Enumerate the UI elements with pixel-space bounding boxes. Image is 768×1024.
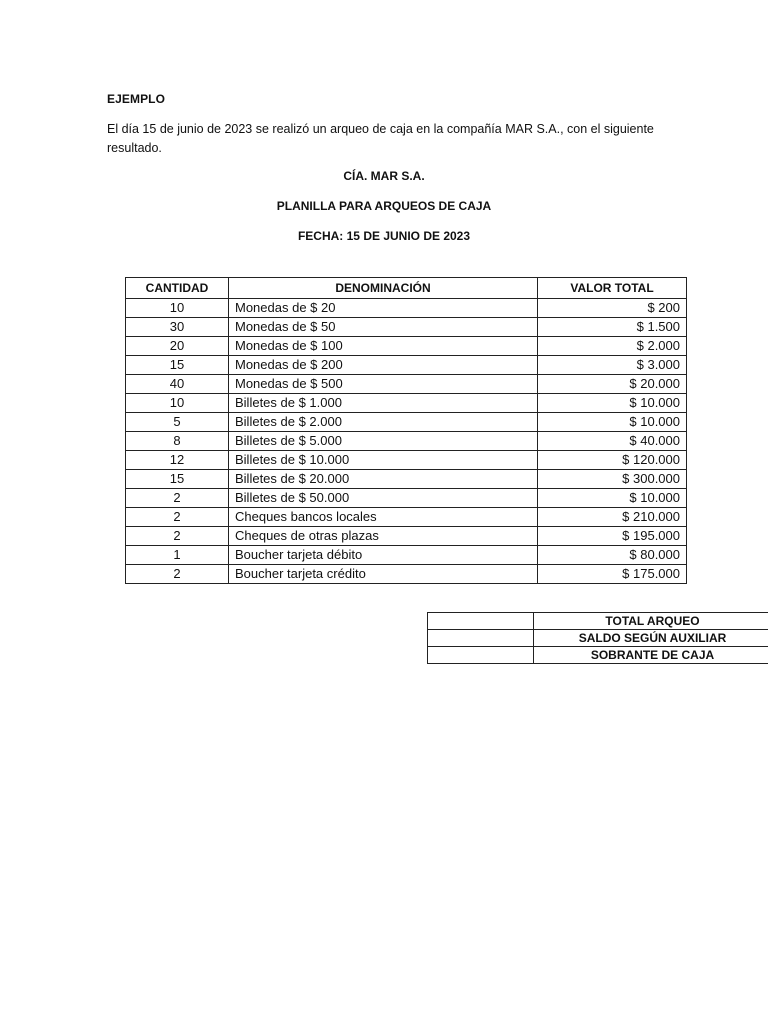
total-value-cell: $ 20.000 [538, 375, 687, 394]
denomination-cell: Boucher tarjeta crédito [229, 565, 538, 584]
denomination-cell: Monedas de $ 200 [229, 356, 538, 375]
table-row [126, 451, 687, 470]
total-value-cell: $ 300.000 [538, 470, 687, 489]
summary-label-cell: SALDO SEGÚN AUXILIAR [534, 630, 768, 647]
total-value-cell: $ 10.000 [538, 394, 687, 413]
table-row [126, 299, 687, 318]
table-row [126, 356, 687, 375]
table-row [126, 413, 687, 432]
quantity-cell: 2 [126, 489, 229, 508]
denomination-cell: Monedas de $ 100 [229, 337, 538, 356]
table-row [126, 527, 687, 546]
table-row [126, 508, 687, 527]
total-value-cell: $ 3.000 [538, 356, 687, 375]
summary-value-cell [428, 647, 534, 664]
denomination-cell: Billetes de $ 50.000 [229, 489, 538, 508]
summary-label-cell: SOBRANTE DE CAJA [534, 647, 768, 664]
quantity-cell: 15 [126, 470, 229, 489]
quantity-cell: 10 [126, 394, 229, 413]
quantity-cell: 5 [126, 413, 229, 432]
total-value-cell: $ 2.000 [538, 337, 687, 356]
total-value-cell: $ 10.000 [538, 489, 687, 508]
quantity-cell: 2 [126, 508, 229, 527]
quantity-cell: 2 [126, 527, 229, 546]
quantity-cell: 40 [126, 375, 229, 394]
total-value-cell: $ 120.000 [538, 451, 687, 470]
total-value-cell: $ 10.000 [538, 413, 687, 432]
quantity-cell: 20 [126, 337, 229, 356]
column-header-total-value: VALOR TOTAL [538, 278, 687, 299]
total-value-cell: $ 200 [538, 299, 687, 318]
summary-row [428, 613, 768, 630]
sheet-title: PLANILLA PARA ARQUEOS DE CAJA [276, 199, 492, 213]
denomination-cell: Monedas de $ 500 [229, 375, 538, 394]
table-header-row [126, 278, 687, 299]
example-heading: EJEMPLO [107, 92, 166, 106]
denomination-cell: Cheques bancos locales [229, 508, 538, 527]
denomination-cell: Billetes de $ 10.000 [229, 451, 538, 470]
table-row [126, 546, 687, 565]
quantity-cell: 15 [126, 356, 229, 375]
table-row [126, 432, 687, 451]
total-value-cell: $ 40.000 [538, 432, 687, 451]
table-row [126, 318, 687, 337]
quantity-cell: 30 [126, 318, 229, 337]
table-row [126, 489, 687, 508]
summary-value-cell [428, 630, 534, 647]
table-row [126, 375, 687, 394]
column-header-quantity: CANTIDAD [126, 278, 229, 299]
quantity-cell: 10 [126, 299, 229, 318]
summary-table [427, 612, 768, 664]
quantity-cell: 2 [126, 565, 229, 584]
date-line: FECHA: 15 DE JUNIO DE 2023 [297, 229, 471, 243]
total-value-cell: $ 1.500 [538, 318, 687, 337]
total-value-cell: $ 80.000 [538, 546, 687, 565]
summary-body [428, 613, 768, 664]
company-name: CÍA. MAR S.A. [343, 169, 425, 183]
table-row [126, 337, 687, 356]
denomination-cell: Boucher tarjeta débito [229, 546, 538, 565]
quantity-cell: 8 [126, 432, 229, 451]
quantity-cell: 12 [126, 451, 229, 470]
column-header-denomination: DENOMINACIÓN [229, 278, 538, 299]
table-row [126, 394, 687, 413]
total-value-cell: $ 195.000 [538, 527, 687, 546]
quantity-cell: 1 [126, 546, 229, 565]
denomination-cell: Monedas de $ 20 [229, 299, 538, 318]
summary-label-cell: TOTAL ARQUEO [534, 613, 768, 630]
intro-paragraph: El día 15 de junio de 2023 se realizó un arqueo de caja en la compañía MAR S.A., con el siguiente resultado. [107, 122, 654, 155]
denomination-cell: Billetes de $ 1.000 [229, 394, 538, 413]
summary-row [428, 647, 768, 664]
table-body [126, 299, 687, 584]
table-row [126, 565, 687, 584]
total-value-cell: $ 175.000 [538, 565, 687, 584]
summary-row [428, 630, 768, 647]
denomination-cell: Billetes de $ 20.000 [229, 470, 538, 489]
denomination-cell: Cheques de otras plazas [229, 527, 538, 546]
denomination-cell: Billetes de $ 2.000 [229, 413, 538, 432]
table-row [126, 470, 687, 489]
cash-count-table [125, 277, 687, 584]
total-value-cell: $ 210.000 [538, 508, 687, 527]
summary-value-cell [428, 613, 534, 630]
denomination-cell: Monedas de $ 50 [229, 318, 538, 337]
denomination-cell: Billetes de $ 5.000 [229, 432, 538, 451]
